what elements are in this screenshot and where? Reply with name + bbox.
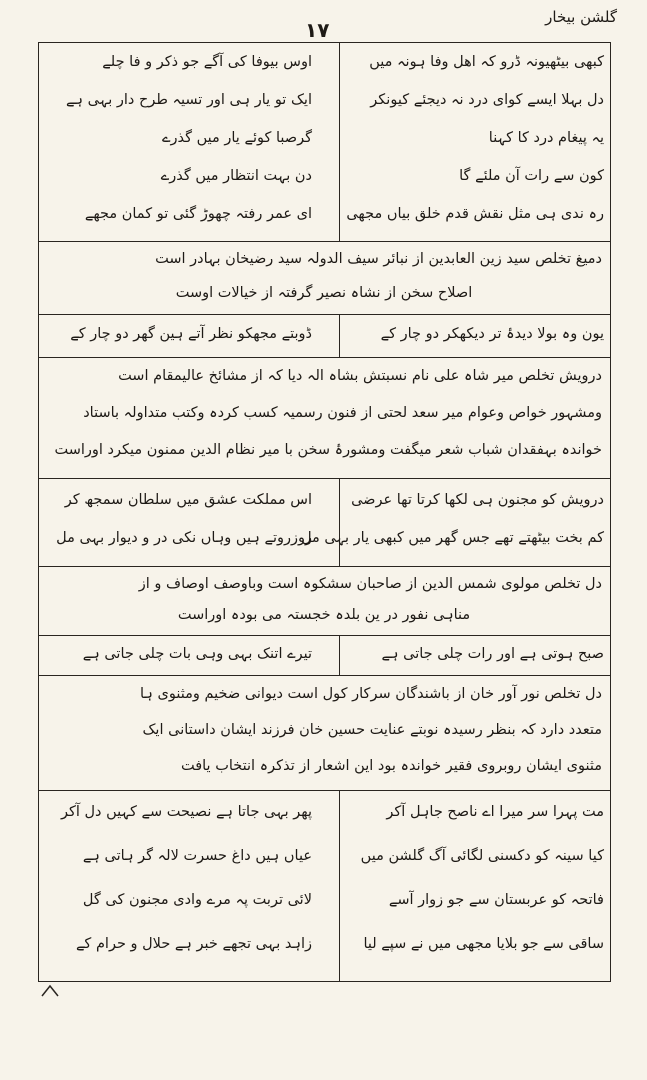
poet-bio: دل تخلص نور آور خان از باشندگان سرکار کول است دیوانی ضخیم ومثنوی ہا [140,686,602,702]
corner-mark-icon [40,984,60,998]
column-divider [339,790,340,982]
verse-right: یون وہ بولا دیدۂ تر دیکھکر دو چار کے [380,326,604,342]
verse-right: کیا سینہ کو دکسنی لگائی آگ گلشن میں [360,848,604,864]
verse-left: ڈوبتے مجھکو نظر آتے ہین گھر دو چار کے [70,326,312,342]
verse-left: اس مملکت عشق میں سلطان سمجھ کر [64,492,312,508]
running-title: گلشن بیخار [545,8,617,26]
poet-bio: خواندہ بہفقدان شباب شعر میگفت ومشورۂ سخن با میر نظام الدین ممنون میکرد اوراست [54,442,602,458]
verse-right: کون سے رات آن ملئے گا [459,168,604,184]
section-divider [38,357,611,358]
verse-right: مت پہرا سر میرا اے ناصح جاہل آکر [386,804,604,820]
section-divider [38,241,611,242]
poet-bio: ومشہور خواص وعوام میر سعد لحتی از فنون رسمیہ کسب کردہ وکتب متداولہ باستاد [83,405,602,421]
verse-left: اوس بیوفا کی آگے جو ذکر و فا چلے [102,54,312,70]
verse-right: کم بخت بیٹھتے تھے جس گھر میں کبھی یار بہی مل [301,530,604,546]
poet-bio: مثنوی ایشان روبروی فقیر خواندہ بود این اشعار از تذکرہ انتخاب یافت [180,758,602,774]
section-divider [38,635,611,636]
verse-right: ساقی سے جو بلایا مجھی میں نے سپے لیا [363,936,604,952]
verse-right: دل بہلا ایسے کوای درد نہ دیجئے کیونکر [370,92,604,108]
column-divider [339,478,340,566]
verse-left: ایک تو یار ہی اور تسیہ طرح دار بہی ہے [66,92,312,108]
verse-left: ای عمر رفتہ چھوڑ گئی تو کمان مجھے [84,206,312,222]
verse-right: یہ پیغام درد کا کہنا [488,130,604,146]
page-number: ۱۷ [305,18,330,42]
section-divider [38,790,611,791]
verse-left: عیاں ہیں داغ حسرت لالہ گر ہاتی ہے [82,848,312,864]
poet-bio: دل تخلص مولوی شمس الدین از صاحبان سشکوہ است وباوصف اوصاف و از [138,576,602,592]
verse-left: روزروتے ہیں وہاں نکی در و دیوار بہی مل [56,530,312,546]
verse-left: دن بہت انتظار میں گذرے [160,168,312,184]
verse-right: صبح ہوتی ہے اور رات چلی جاتی ہے [381,646,604,662]
column-divider [339,314,340,357]
verse-right: رہ ندی ہی مثل نقش قدم خلق بیاں مجھی [346,206,604,222]
verse-left: تیرے اتنک بہی وہی بات چلی جاتی ہے [82,646,312,662]
section-divider [38,675,611,676]
column-divider [339,635,340,675]
section-divider [38,566,611,567]
section-divider [38,478,611,479]
column-divider [339,42,340,241]
poet-bio: مناہی نفور در ین بلدہ خجستہ می بودہ اوراست [177,607,471,623]
poet-bio: درویش تخلص میر شاہ علی نام نسبتش بشاہ الہ دیا کہ از مشائخ عالیمقام است [118,368,602,384]
verse-left: گرصبا کوئے یار میں گذرے [161,130,312,146]
poet-bio: دمیغ تخلص سید زین العابدین از نبائر سیف الدولہ سید رضیخان بہادر است [155,251,602,267]
verse-left: پھر بہی جاتا ہے نصیحت سے کہیں دل آکر [60,804,312,820]
poet-bio: متعدد دارد کہ بنظر رسیدہ نوبتے عنایت حسین خان فرزند ایشان داستانی ایک [142,722,602,738]
verse-right: فاتحہ کو عربستان سے جو زوار آسے [388,892,604,908]
verse-right: درویش کو مجنون ہی لکھا کرتا تھا عرضی [351,492,604,508]
verse-left: زاہد بہی تجھے خبر ہے حلال و حرام کے [75,936,312,952]
section-divider [38,314,611,315]
poet-bio: اصلاح سخن از نشاہ نصیر گرفتہ از خیالات اوست [175,285,473,301]
verse-right: کبھی بیٹھیونہ ڈرو کہ اھل وفا ہونہ میں [369,54,604,70]
verse-left: لائی تربت پہ مرے وادی مجنون کی گل [82,892,312,908]
